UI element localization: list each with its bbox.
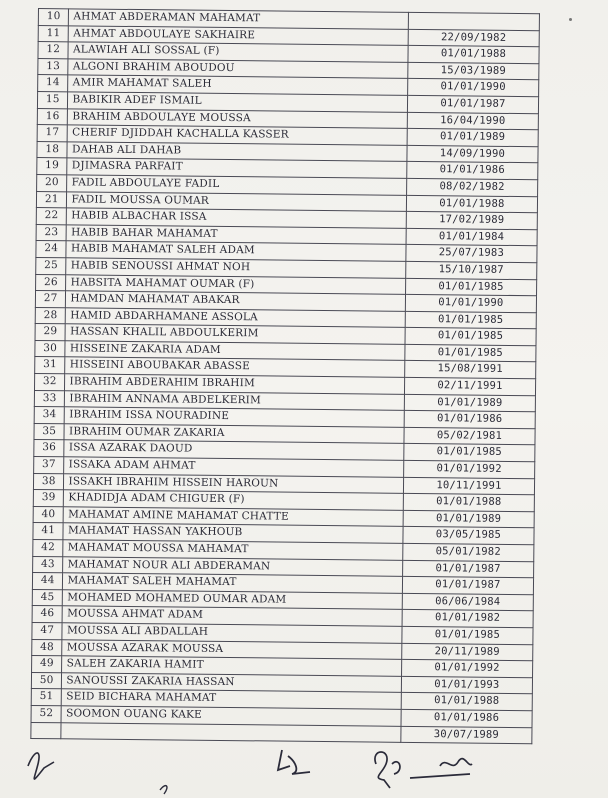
row-number: 10 (38, 9, 69, 26)
row-number: 30 (35, 340, 66, 357)
row-name: ISSA AZARAK DAOUD (64, 440, 404, 460)
row-name: DAHAB ALI DAHAB (67, 142, 407, 162)
row-number: 47 (32, 622, 63, 639)
row-date: 08/02/1982 (406, 178, 537, 196)
signature-4 (375, 752, 472, 788)
row-date: 15/03/1989 (408, 62, 539, 80)
row-number: 13 (38, 58, 69, 75)
row-number: 19 (37, 158, 68, 175)
row-name: ISSAKA ADAM AHMAT (64, 457, 404, 477)
row-date: 01/01/1982 (402, 610, 533, 628)
row-name: ALGONI BRAHIM ABOUDOU (68, 59, 408, 79)
row-date: 20/11/1989 (402, 643, 533, 661)
row-number: 11 (38, 25, 69, 42)
row-date: 01/01/1993 (401, 676, 532, 694)
row-date: 10/11/1991 (403, 477, 534, 495)
row-date: 03/05/1985 (403, 527, 534, 545)
row-name: HISSEINI ABOUBAKAR ABASSE (65, 357, 405, 377)
row-number: 14 (38, 75, 69, 92)
row-number: 33 (34, 390, 65, 407)
row-date: 01/01/1987 (402, 577, 533, 595)
row-date: 01/01/1984 (406, 228, 537, 246)
row-number: 45 (32, 589, 63, 606)
row-name: HABIB MAHAMAT SALEH ADAM (66, 241, 406, 261)
row-name: SEID BICHARA MAHAMAT (62, 689, 402, 709)
row-name: BRAHIM ABDOULAYE MOUSSA (68, 108, 408, 128)
row-name: HISSEINE ZAKARIA ADAM (65, 341, 405, 361)
row-date: 01/01/1992 (403, 460, 534, 478)
row-date: 17/02/1989 (406, 211, 537, 229)
row-number: 48 (32, 639, 63, 656)
row-date: 01/01/1986 (404, 411, 535, 429)
row-number: 25 (36, 257, 67, 274)
row-number: 52 (31, 705, 62, 722)
row-date: 05/02/1981 (404, 427, 535, 445)
row-name: MOUSSA AZARAK MOUSSA (62, 639, 402, 659)
signature-3 (278, 750, 310, 774)
row-name: SOOMON OUANG KAKE (62, 706, 402, 726)
row-number: 50 (31, 672, 62, 689)
row-number (31, 722, 62, 739)
row-name: DJIMASRA PARFAIT (67, 158, 407, 178)
row-number: 40 (33, 506, 64, 523)
row-name: AMIR MAHAMAT SALEH (68, 75, 408, 95)
row-number: 27 (35, 291, 66, 308)
row-name: IBRAHIM OUMAR ZAKARIA (64, 424, 404, 444)
row-date: 01/01/1988 (408, 46, 539, 64)
row-number: 18 (37, 141, 68, 158)
row-name: BABIKIR ADEF ISMAIL (68, 92, 408, 112)
signature-2 (160, 786, 167, 794)
row-date: 01/01/1988 (401, 693, 532, 711)
row-name: MAHAMAT MOUSSA MAHAMAT (63, 540, 403, 560)
row-date: 15/10/1987 (406, 261, 537, 279)
row-name: HABIB BAHAR MAHAMAT (67, 225, 407, 245)
row-date: 25/07/1983 (406, 245, 537, 263)
row-name: ISSAKH IBRAHIM HISSEIN HAROUN (64, 473, 404, 493)
row-date: 01/01/1985 (404, 444, 535, 462)
row-number: 35 (34, 423, 65, 440)
row-date: 02/11/1991 (404, 377, 535, 395)
row-date: 01/01/1985 (405, 311, 536, 329)
row-name: IBRAHIM ABDERAHIM IBRAHIM (65, 374, 405, 394)
row-number: 28 (35, 307, 66, 324)
row-name (61, 722, 401, 742)
row-date (408, 12, 539, 30)
row-number: 16 (37, 108, 68, 125)
row-date: 01/01/1988 (403, 494, 534, 512)
signature-1 (28, 753, 54, 779)
row-number: 36 (34, 440, 65, 457)
row-number: 12 (38, 42, 69, 59)
row-number: 26 (36, 274, 67, 291)
row-number: 41 (33, 523, 64, 540)
row-number: 37 (34, 457, 65, 474)
row-date: 01/01/1988 (406, 195, 537, 213)
row-date: 01/01/1990 (405, 294, 536, 312)
row-number: 44 (32, 573, 63, 590)
row-date: 01/01/1990 (407, 79, 538, 97)
row-name: HASSAN KHALIL ABDOULKERIM (66, 324, 406, 344)
row-name: AHMAT ABDOULAYE SAKHAIRE (69, 25, 409, 45)
row-number: 34 (34, 407, 65, 424)
row-name: AHMAT ABDERAMAN MAHAMAT (69, 9, 409, 29)
row-date: 01/01/1987 (402, 560, 533, 578)
row-date: 01/01/1986 (407, 162, 538, 180)
row-number: 15 (37, 91, 68, 108)
row-date: 01/01/1989 (403, 510, 534, 528)
row-number: 21 (36, 191, 67, 208)
row-date: 01/01/1989 (404, 394, 535, 412)
row-date: 01/01/1986 (401, 709, 532, 727)
row-number: 43 (33, 556, 64, 573)
row-number: 22 (36, 208, 67, 225)
row-date: 01/01/1985 (402, 626, 533, 644)
row-name: KHADIDJA ADAM CHIGUER (F) (64, 490, 404, 510)
row-date: 01/01/1985 (405, 344, 536, 362)
row-name: MOUSSA ALI ABDALLAH (62, 623, 402, 643)
row-date: 30/07/1989 (401, 726, 532, 744)
row-name: HABSITA MAHAMAT OUMAR (F) (66, 274, 406, 294)
row-number: 31 (35, 357, 66, 374)
row-number: 46 (32, 606, 63, 623)
roster-sheet (30, 8, 542, 753)
row-date: 01/01/1989 (407, 129, 538, 147)
row-date: 15/08/1991 (405, 361, 536, 379)
row-name: MAHAMAT NOUR ALI ABDERAMAN (63, 556, 403, 576)
row-number: 20 (37, 174, 68, 191)
row-name: MAHAMAT SALEH MAHAMAT (63, 573, 403, 593)
row-name: HAMID ABDARHAMANE ASSOLA (66, 307, 406, 327)
row-name: MOHAMED MOHAMED OUMAR ADAM (63, 590, 403, 610)
row-name: IBRAHIM ANNAMA ABDELKERIM (65, 390, 405, 410)
row-name: ALAWIAH ALI SOSSAL (F) (68, 42, 408, 62)
row-name: SALEH ZAKARIA HAMIT (62, 656, 402, 676)
row-date: 05/01/1982 (403, 543, 534, 561)
row-number: 17 (37, 125, 68, 142)
row-name: HAMDAN MAHAMAT ABAKAR (66, 291, 406, 311)
row-number: 38 (33, 473, 64, 490)
row-date: 14/09/1990 (407, 145, 538, 163)
row-number: 29 (35, 324, 66, 341)
row-name: FADIL MOUSSA OUMAR (67, 191, 407, 211)
row-name: MAHAMAT AMINE MAHAMAT CHATTE (64, 507, 404, 527)
row-date: 06/06/1984 (402, 593, 533, 611)
row-date: 01/01/1985 (405, 278, 536, 296)
row-date: 01/01/1987 (407, 95, 538, 113)
row-date: 22/09/1982 (408, 29, 539, 47)
roster-table-body (31, 9, 540, 744)
row-name: SANOUSSI ZAKARIA HASSAN (62, 673, 402, 693)
row-name: MOUSSA AHMAT ADAM (63, 606, 403, 626)
row-name: HABIB ALBACHAR ISSA (67, 208, 407, 228)
row-number: 32 (34, 374, 65, 391)
row-date: 01/01/1992 (401, 659, 532, 677)
signatures-area (20, 744, 540, 798)
row-date: 16/04/1990 (407, 112, 538, 130)
row-name: HABIB SENOUSSI AHMAT NOH (66, 258, 406, 278)
row-number: 24 (36, 241, 67, 258)
roster-table (30, 8, 540, 744)
row-number: 49 (32, 656, 63, 673)
row-number: 39 (33, 490, 64, 507)
row-number: 23 (36, 224, 67, 241)
row-date: 01/01/1985 (405, 328, 536, 346)
row-name: IBRAHIM ISSA NOURADINE (65, 407, 405, 427)
row-number: 51 (31, 689, 62, 706)
row-number: 42 (33, 539, 64, 556)
row-name: MAHAMAT HASSAN YAKHOUB (63, 523, 403, 543)
paper-speck (569, 18, 572, 21)
row-name: FADIL ABDOULAYE FADIL (67, 175, 407, 195)
row-name: CHERIF DJIDDAH KACHALLA KASSER (68, 125, 408, 145)
